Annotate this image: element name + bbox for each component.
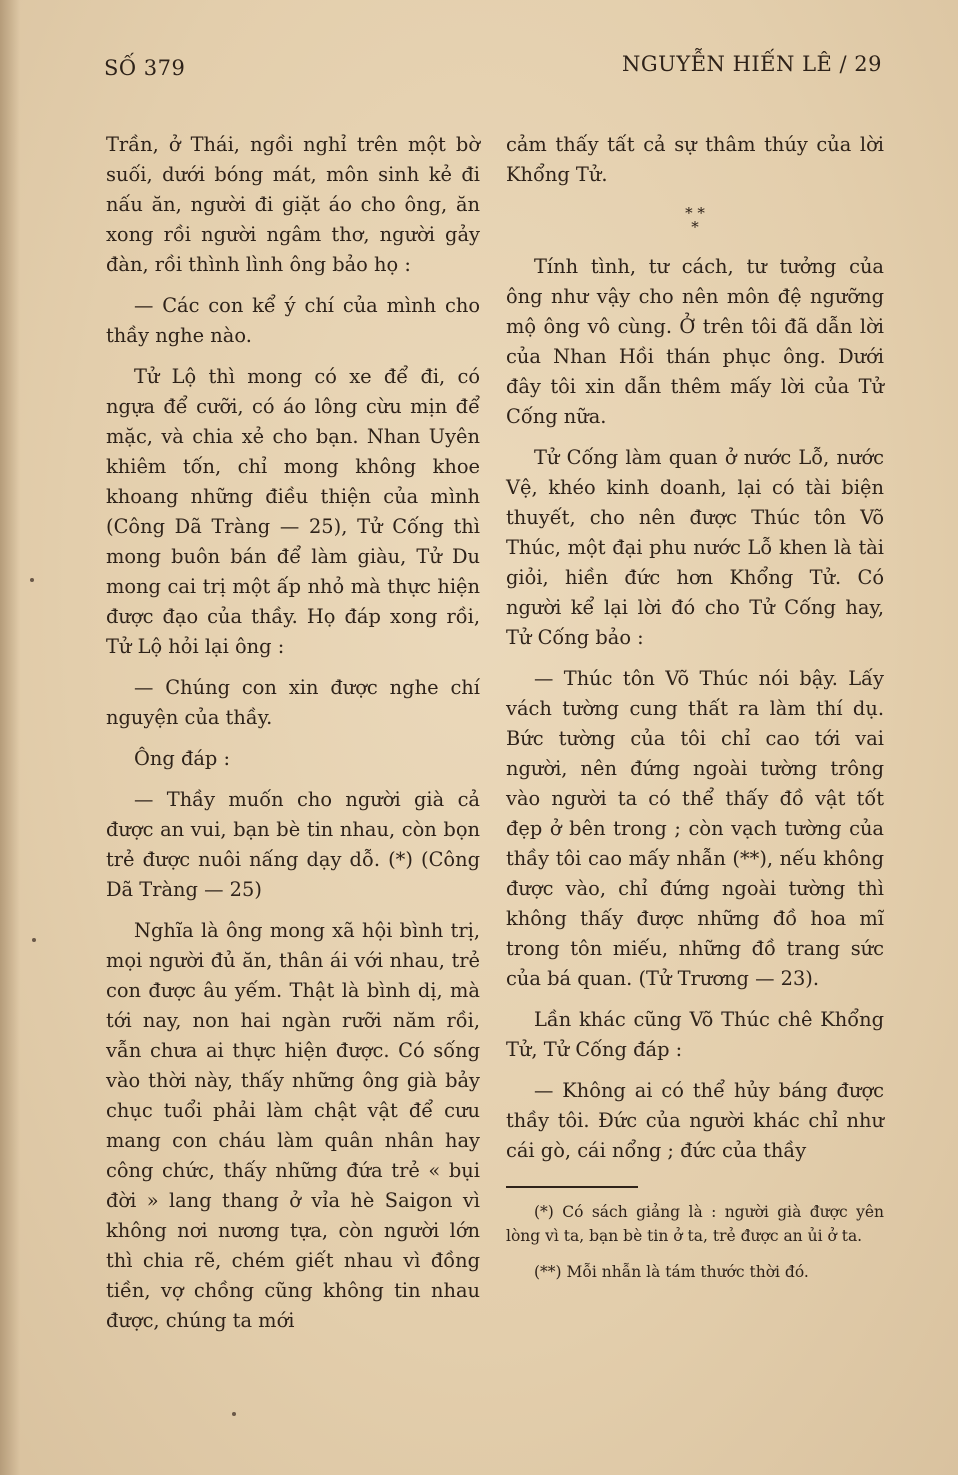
paragraph: Ông đáp : xyxy=(134,747,231,770)
paragraph: Trần, ở Thái, ngồi nghỉ trên một bờ suối, dưới bóng mát, môn sinh kẻ đi nấu ăn, người đi giặt áo cho ông, ăn xong rồi người ngâm thơ, người gảy đàn, rồi thình lình ông bảo họ : xyxy=(106,133,480,276)
paper-speck xyxy=(232,1412,236,1416)
paper-speck xyxy=(30,578,34,582)
paragraph: — Các con kể ý chí của mình cho thầy nghe nào. xyxy=(106,294,480,347)
section-separator: * * * xyxy=(685,204,705,236)
issue-number: SỐ 379 xyxy=(104,56,186,80)
footnote: (*) Có sách giảng là : người già được yên lòng vì ta, bạn bè tin ở ta, trẻ được an ủi ở ta. xyxy=(506,1203,884,1245)
right-column xyxy=(506,130,884,1284)
page-edge-shadow xyxy=(0,0,20,1475)
running-header: NGUYỄN HIẾN LÊ / 29 xyxy=(621,52,882,76)
paragraph: — Chúng con xin được nghe chí nguyện của thầy. xyxy=(106,676,480,729)
footnote: (**) Mỗi nhẫn là tám thước thời đó. xyxy=(534,1263,809,1281)
paragraph: Tử Lộ thì mong có xe để đi, có ngựa để cưỡi, có áo lông cừu mịn để mặc, và chia xẻ cho bạn. Nhan Uyên khiêm tốn, chỉ mong không khoe khoang những điều thiện của mình (Công Dã Tràng — 25), Tử Cống thì mong buôn bán để làm giàu, Tử Du mong cai trị một ấp nhỏ mà thực hiện được đạo của thầy. Họ đáp xong rồi, Tử Lộ hỏi lại ông : xyxy=(106,365,480,658)
footnote-divider xyxy=(506,1186,638,1188)
paragraph: Lần khác cũng Võ Thúc chê Khổng Tử, Tử Cống đáp : xyxy=(506,1008,884,1061)
paragraph: Tính tình, tư cách, tư tưởng của ông như vậy cho nên môn đệ ngưỡng mộ ông vô cùng. Ở trên tôi đã dẫn lời của Nhan Hồi thán phục ông. Dưới đây tôi xin dẫn thêm mấy lời của Tử Cống nữa. xyxy=(506,255,884,428)
paper-speck xyxy=(32,938,36,942)
paragraph: — Thúc tôn Võ Thúc nói bậy. Lấy vách tường cung thất ra làm thí dụ. Bức tường của tôi chỉ cao tới vai người, nên đứng ngoài tường trông vào người ta có thể thấy đồ vật tốt đẹp ở bên trong ; còn vạch tường của thầy tôi cao mấy nhẫn (**), nếu không được vào, chỉ đứng ngoài tường thì không thấy được những đồ hoa mĩ trong tôn miếu, những đồ trang sức của bá quan. (Tử Trương — 23). xyxy=(506,667,884,990)
paragraph: Nghĩa là ông mong xã hội bình trị, mọi người đủ ăn, thân ái với nhau, trẻ con được âu yếm. Thật là bình dị, mà tới nay, non hai ngàn rưỡi năm rồi, vẫn chưa ai thực hiện được. Có sống vào thời này, thấy những ông già bảy chục tuổi phải làm chật vật để cưu mang con cháu làm quân nhân hay công chức, thấy những đứa trẻ « bụi đời » lang thang ở vỉa hè Saigon vì không nơi nương tựa, còn người lớn thì chia rẽ, chém giết nhau vì đồng tiền, vợ chồng cũng không tin nhau được, chúng ta mới xyxy=(106,919,480,1332)
paragraph: Tử Cống làm quan ở nước Lỗ, nước Vệ, khéo kinh doanh, lại có tài biện thuyết, cho nên được Thúc tôn Võ Thúc, một đại phu nước Lỗ khen là tài giỏi, hiền đức hơn Khổng Tử. Có người kể lại lời đó cho Tử Cống hay, Tử Cống bảo : xyxy=(506,446,884,649)
paragraph: cảm thấy tất cả sự thâm thúy của lời Khổng Tử. xyxy=(506,133,884,186)
left-column xyxy=(106,130,480,1336)
paragraph: — Thầy muốn cho người già cả được an vui, bạn bè tin nhau, còn bọn trẻ được nuôi nấng dạy dỗ. (*) (Công Dã Tràng — 25) xyxy=(106,788,480,901)
paragraph: — Không ai có thể hủy báng được thầy tôi. Đức của người khác chỉ như cái gò, cái nổng ; đức của thầy xyxy=(506,1079,884,1162)
